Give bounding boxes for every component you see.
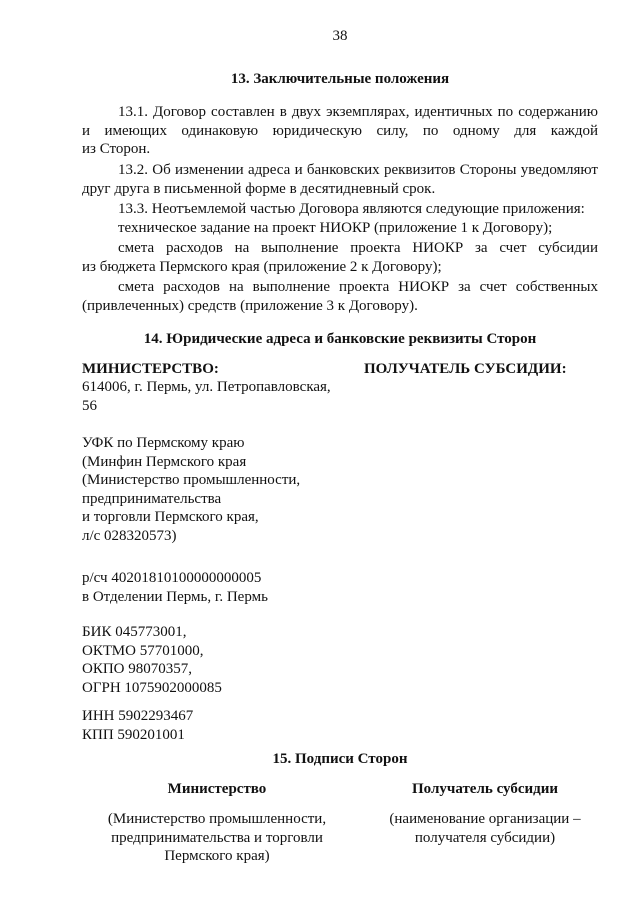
text-line: ИНН 5902293467 <box>82 708 194 724</box>
text-line: смета расходов на выполнение проекта НИОКР за счет собственных <box>118 279 598 295</box>
bank-account <box>82 569 342 606</box>
text-line: ОКТМО 57701000, <box>82 642 204 659</box>
page-number: 38 <box>332 28 348 44</box>
text-line: в Отделении Пермь, г. Пермь <box>82 588 268 605</box>
paragraph-13-1 <box>82 103 598 159</box>
text-line: 13.1. Договор составлен в двух экземплярах, идентичных по содержанию <box>118 104 598 120</box>
text-line: УФК по Пермскому краю <box>82 435 245 451</box>
text-line: (Минфин Пермского края <box>82 453 247 470</box>
text-line: л/с 028320573) <box>82 527 177 544</box>
section-13-title: 13. Заключительные положения <box>230 71 450 87</box>
ministry-address <box>82 378 342 415</box>
text-line: (Министерство промышленности, <box>82 472 301 488</box>
text-line: и имеющих одинаковую юридическую силу, по одному для каждой <box>82 122 598 139</box>
ufk-details <box>82 434 342 545</box>
text-line: КПП 590201001 <box>82 726 185 743</box>
text-line: и торговли Пермского края, <box>82 509 259 525</box>
text-line: 56 <box>82 397 97 414</box>
signature-recipient-note <box>372 810 598 847</box>
text-line: 13.2. Об изменении адреса и банковских реквизитов Стороны уведомляют <box>118 162 598 178</box>
text-line: техническое задание на проект НИОКР (приложение 1 к Договору); <box>118 220 553 236</box>
text-line: р/сч 40201810100000000005 <box>82 570 262 586</box>
recipient-heading: ПОЛУЧАТЕЛЬ СУБСИДИИ: <box>364 361 567 377</box>
text-line: получателя субсидии) <box>414 829 556 846</box>
paragraph-appendix-1 <box>82 219 598 238</box>
section-15-title: 15. Подписи Сторон <box>272 751 408 767</box>
ministry-heading: МИНИСТЕРСТВО: <box>82 361 219 377</box>
paragraph-appendix-2 <box>82 239 598 276</box>
signature-ministry-title: Министерство <box>167 781 267 797</box>
text-line: из бюджета Пермского края (приложение 2 к Договору); <box>82 258 442 275</box>
text-line: Пермского края) <box>164 848 270 864</box>
signature-recipient-title: Получатель субсидии <box>411 781 558 797</box>
text-line: (наименование организации – <box>389 811 581 827</box>
paragraph-13-2 <box>82 161 598 198</box>
text-line: ОГРН 1075902000085 <box>82 679 222 696</box>
section-14-title: 14. Юридические адреса и банковские реквизиты Сторон <box>143 331 537 347</box>
signature-ministry-note <box>82 810 352 866</box>
paragraph-13-3 <box>82 200 598 219</box>
text-line: (Министерство промышленности, <box>107 811 327 827</box>
text-line: (привлеченных) средств (приложение 3 к Договору). <box>82 297 418 314</box>
text-line: предпринимательства <box>82 490 222 507</box>
text-line: предпринимательства и торговли <box>111 829 323 846</box>
text-line: 13.3. Неотъемлемой частью Договора являются следующие приложения: <box>118 201 585 217</box>
text-line: смета расходов на выполнение проекта НИОКР за счет субсидии <box>118 240 598 256</box>
text-line: из Сторон. <box>82 141 151 157</box>
bank-codes <box>82 623 342 697</box>
text-line: 614006, г. Пермь, ул. Петропавловская, <box>82 379 331 395</box>
text-line: друг друга в письменной форме в десятидневный срок. <box>82 180 436 197</box>
text-line: БИК 045773001, <box>82 624 187 640</box>
paragraph-appendix-3 <box>82 278 598 315</box>
text-line: ОКПО 98070357, <box>82 661 193 677</box>
tax-ids <box>82 707 342 744</box>
